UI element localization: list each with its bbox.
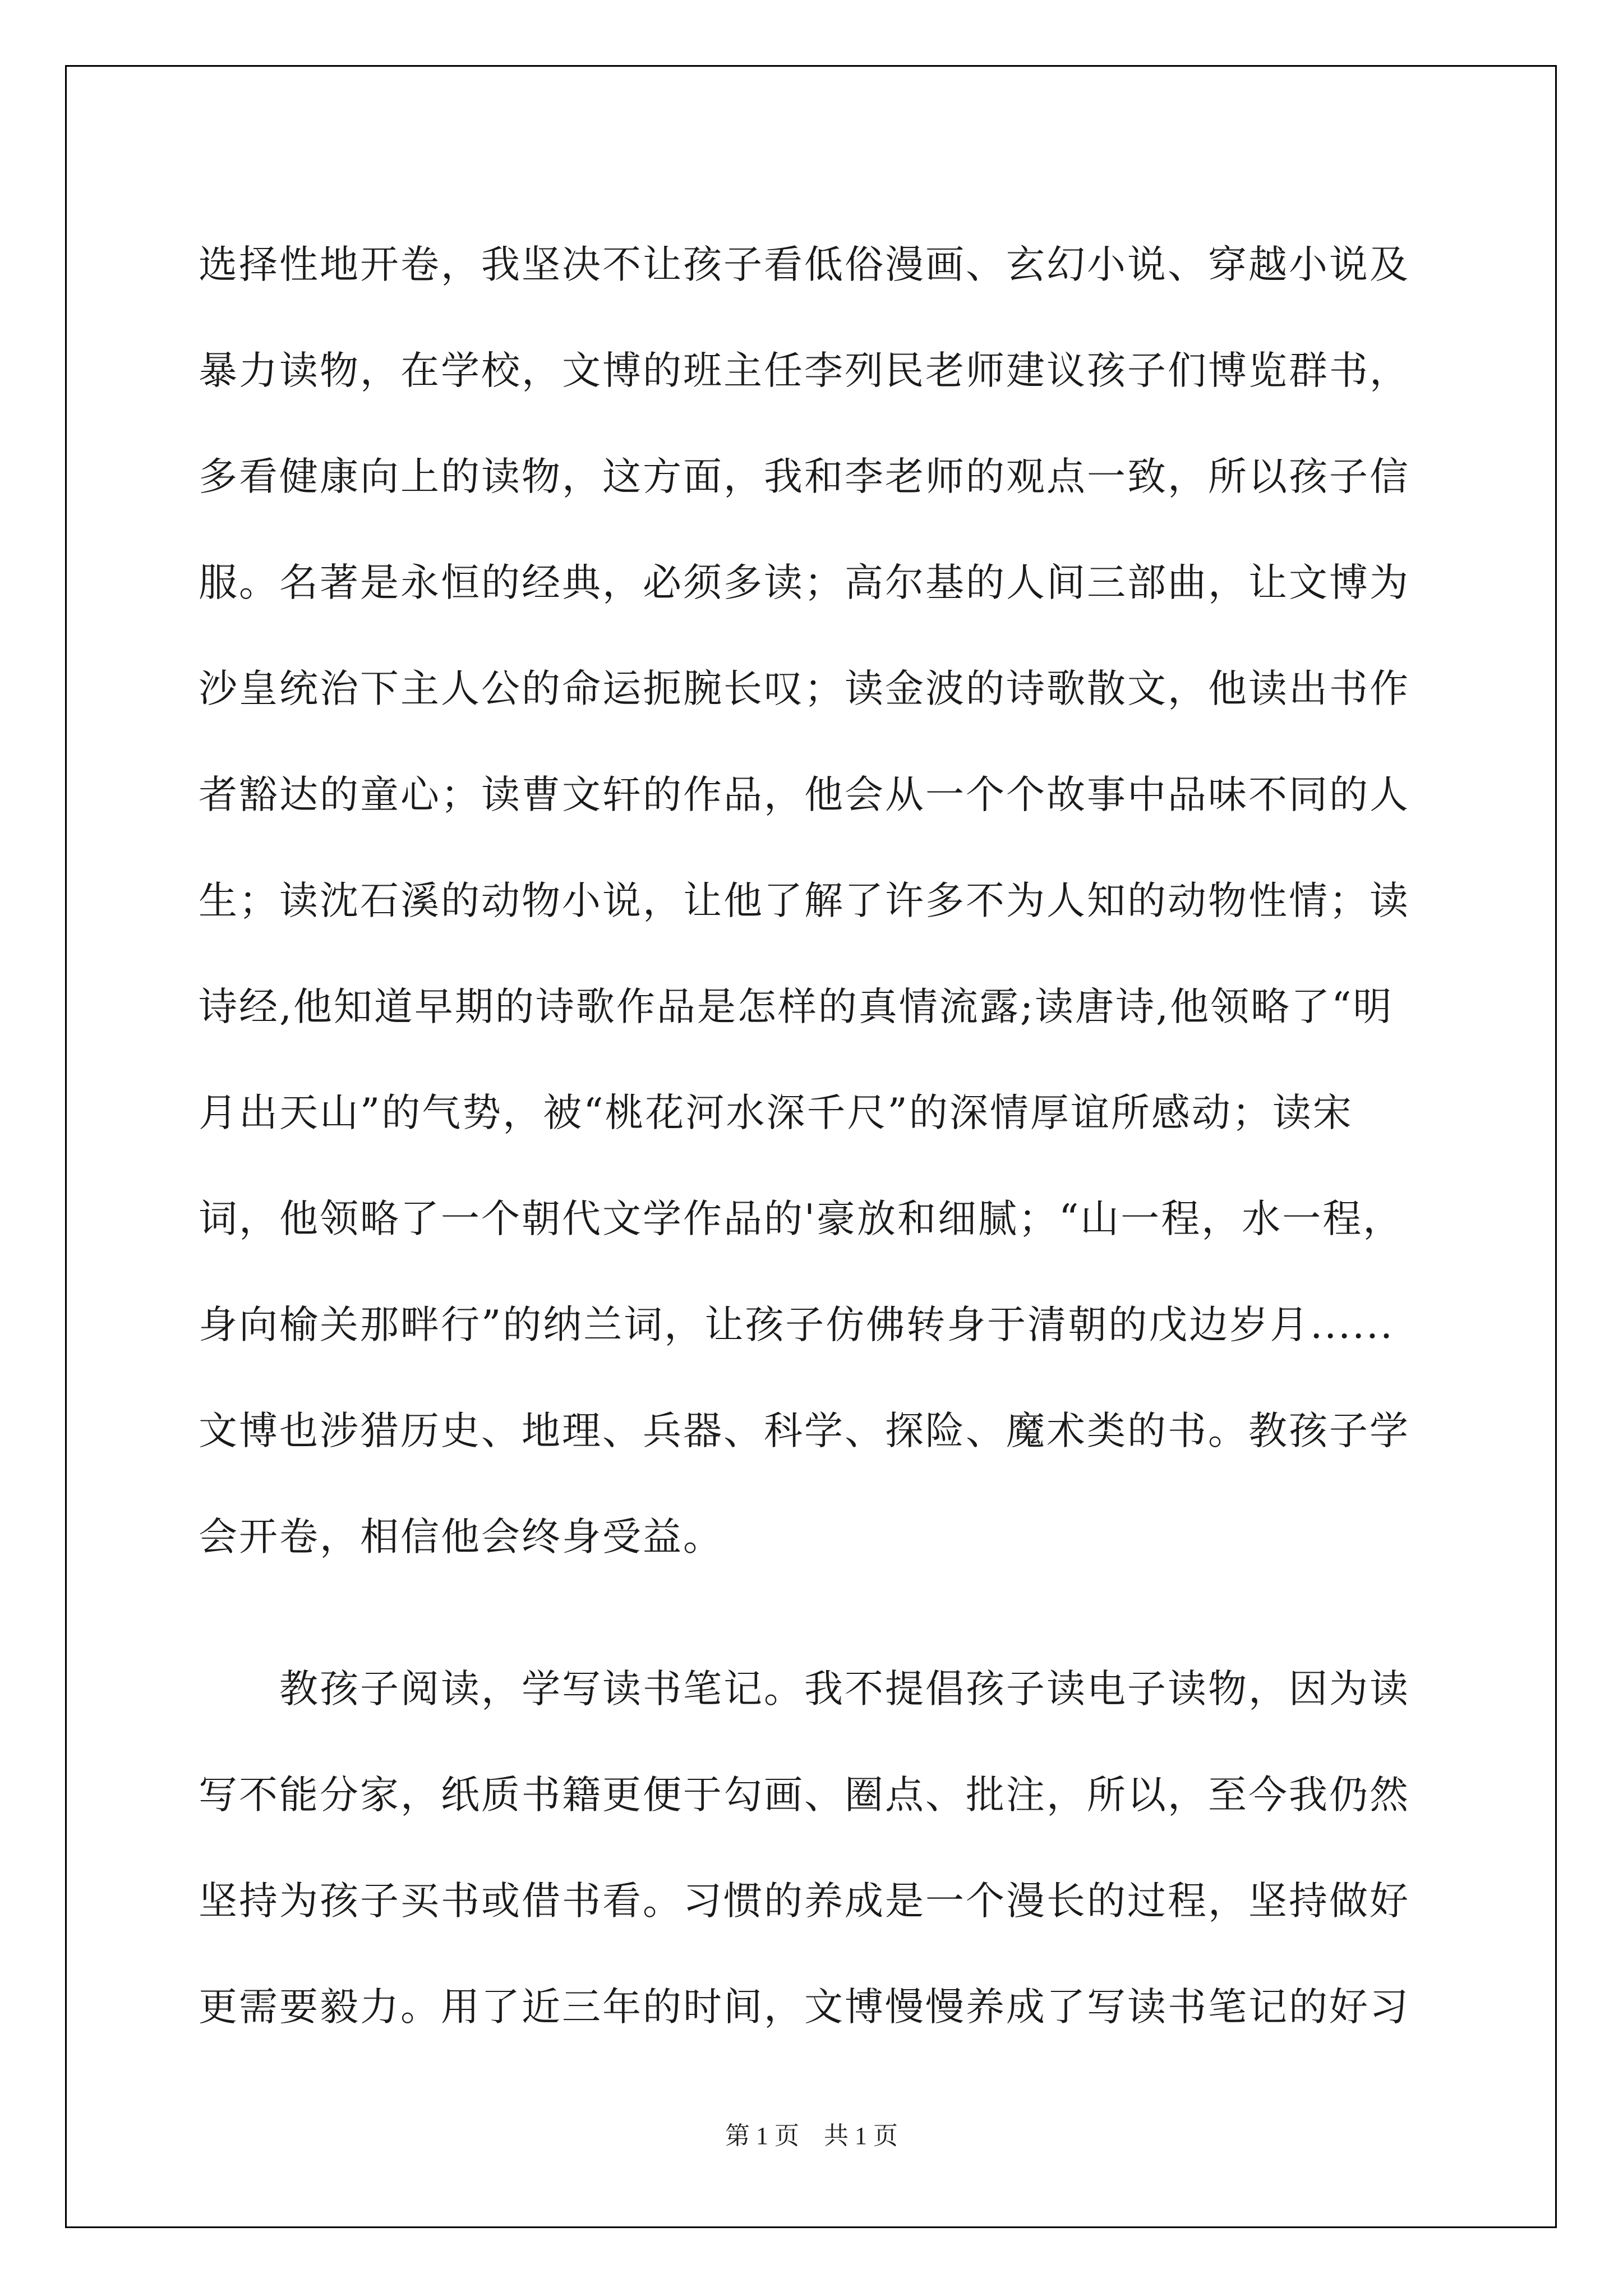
text-line: 身向榆关那畔行”的纳兰词，让孩子仿佛转身于清朝的戊边岁月...... [199, 1303, 1394, 1347]
text-line: 暴力读物，在学校，文博的班主任李列民老师建议孩子们博览群书， [199, 348, 1410, 393]
text-line: 写不能分家，纸质书籍更便于勾画、圈点、批注，所以，至今我仍然 [199, 1773, 1410, 1818]
text-line: 词，他领略了一个朝代文学作品的'豪放和细腻；“山一程，水一程， [199, 1197, 1404, 1241]
text-line: 月出天山”的气势，被“桃花河水深千尺”的深情厚谊所感动；读宋 [199, 1091, 1353, 1135]
text-line: 选择性地开卷，我坚决不让孩子看低俗漫画、玄幻小说、穿越小说及 [199, 242, 1410, 287]
text-line: 诗经,他知道早期的诗歌作品是怎样的真情流露;读唐诗,他领略了“明 [199, 984, 1394, 1029]
text-line: 教孩子阅读，学写读书笔记。我不提倡孩子读电子读物，因为读 [199, 1667, 1410, 1711]
paragraph-2 [199, 1636, 1460, 2060]
paragraph-1 [199, 212, 1460, 1590]
text-line: 文博也涉猎历史、地理、兵器、科学、探险、魔术类的书。教孩子学 [199, 1409, 1410, 1453]
text-line: 者豁达的童心；读曹文轩的作品，他会从一个个故事中品味不同的人 [199, 772, 1410, 817]
text-line: 沙皇统治下主人公的命运扼腕长叹；读金波的诗歌散文，他读出书作 [199, 666, 1410, 711]
paragraph-spacing [199, 1590, 1460, 1636]
text-line: 坚持为孩子买书或借书看。习惯的养成是一个漫长的过程，坚持做好 [199, 1879, 1410, 1924]
page-number-footer: 第 1 页 共 1 页 [725, 2122, 898, 2150]
text-line: 多看健康向上的读物，这方面，我和李老师的观点一致，所以孩子信 [199, 454, 1410, 499]
document-body [199, 212, 1460, 2060]
text-line: 服。名著是永恒的经典，必须多读；高尔基的人间三部曲，让文博为 [199, 560, 1410, 605]
text-line: 生；读沈石溪的动物小说，让他了解了许多不为人知的动物性情；读 [199, 878, 1410, 923]
text-line: 更需要毅力。用了近三年的时间，文博慢慢养成了写读书笔记的好习 [199, 1985, 1410, 2030]
text-line: 会开卷，相信他会终身受益。 [199, 1515, 723, 1559]
